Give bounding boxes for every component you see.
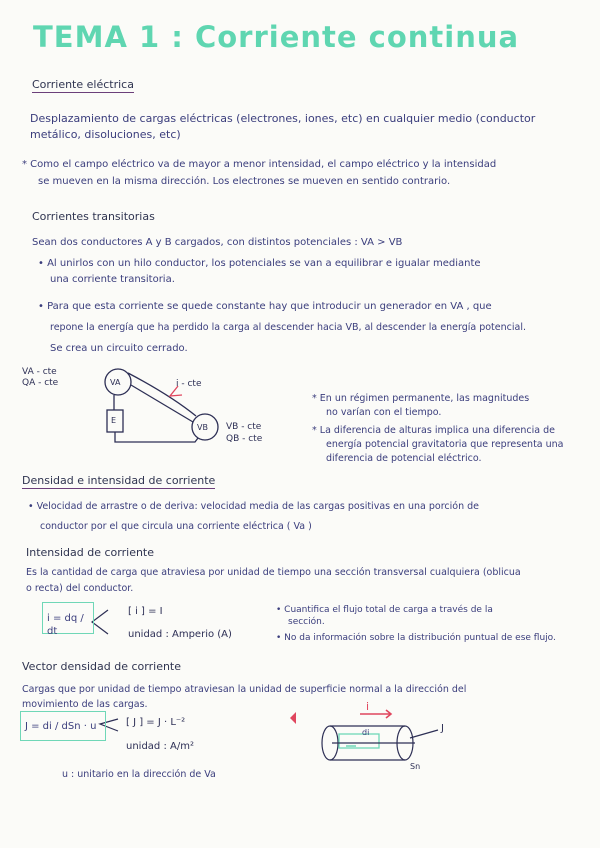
note-line-1: * Como el campo eléctrico va de mayor a menor intensidad, el campo eléctrico y la intensidad	[22, 159, 497, 170]
unit-i: unidad : Amperio (A)	[128, 629, 232, 640]
note-line-2: se mueven en la misma dirección. Los electrones se mueven en sentido contrario.	[38, 176, 451, 187]
side-note-2-2: energía potencial gravitatoria que representa una	[326, 439, 564, 450]
diag-vb-label: VB - cte	[226, 422, 262, 432]
dim-j: [ J ] = J · L⁻²	[126, 717, 186, 728]
note-cuantifica-2: sección.	[288, 617, 325, 627]
heading-corriente-electrica: Corriente eléctrica	[32, 78, 134, 91]
side-note-1-1: * En un régimen permanente, las magnitudes	[312, 393, 530, 404]
diag-current-label: i - cte	[176, 379, 202, 389]
formula-box-i	[42, 602, 94, 637]
intensidad-def-1: Es la cantidad de carga que atraviesa por unidad de tiempo una sección transversal cualquiera (oblicua	[26, 567, 521, 578]
dim-i: [ i ] = I	[128, 606, 163, 617]
heading-densidad: Densidad e intensidad de corriente	[22, 474, 216, 487]
transitorias-b2-1: • Para que esta corriente se quede constante hay que introducir un generador en VA , que	[38, 301, 492, 312]
diag-generator-label: E	[111, 416, 117, 425]
diag-node-a: VA	[110, 378, 121, 387]
side-note-1-2: no varían con el tiempo.	[326, 407, 442, 418]
transitorias-b2-3: Se crea un circuito cerrado.	[50, 343, 188, 354]
transitorias-intro: Sean dos conductores A y B cargados, con distintos potenciales : VA > VB	[32, 237, 403, 248]
def-line-2: metálico, disoluciones, etc)	[30, 128, 181, 141]
transitorias-b2-2: repone la energía que ha perdido la carga al descender hacia VB, al descender la energía potencial.	[50, 322, 526, 333]
side-note-2-3: diferencia de potencial eléctrico.	[326, 453, 482, 464]
cylinder-sn-label: Sn	[410, 762, 421, 771]
diag-node-b: VB	[197, 423, 208, 432]
heading-transitorias: Corrientes transitorias	[32, 210, 155, 223]
cylinder-di-label: di	[362, 728, 370, 737]
transitorias-b1-1: • Al unirlos con un hilo conductor, los potenciales se van a equilibrar e igualar mediante	[38, 258, 481, 269]
unit-j: unidad : A/m²	[126, 741, 194, 752]
cylinder-j-label: J	[441, 723, 444, 734]
note-no-info: • No da información sobre la distribución puntual de ese flujo.	[276, 633, 556, 643]
def-line-1: Desplazamiento de cargas eléctricas (electrones, iones, etc) en cualquier medio (conductor	[30, 112, 536, 125]
unitario-note: u : unitario en la dirección de Va	[62, 769, 216, 780]
diag-qa-label: QA - cte	[22, 378, 59, 388]
sub-vector-densidad: Vector densidad de corriente	[22, 660, 182, 673]
transitorias-b1-2: una corriente transitoria.	[50, 274, 175, 285]
formula-i: i = dq / dt	[47, 613, 84, 637]
diag-qb-label: QB - cte	[226, 434, 263, 444]
vector-def-2: movimiento de las cargas.	[22, 699, 148, 710]
cylinder-current-label: i	[366, 700, 370, 713]
velocidad-line-1: • Velocidad de arrastre o de deriva: velocidad media de las cargas positivas en una porción de	[28, 501, 480, 512]
velocidad-line-2: conductor por el que circula una corriente eléctrica ( Va )	[40, 521, 312, 532]
sub-intensidad: Intensidad de corriente	[26, 546, 155, 559]
page-title: TEMA 1 : Corriente continua	[33, 20, 520, 54]
formula-box-j	[20, 711, 106, 741]
side-note-2-1: * La diferencia de alturas implica una diferencia de	[312, 425, 555, 436]
intensidad-def-2: o recta) del conductor.	[26, 583, 134, 594]
note-cuantifica-1: • Cuantifica el flujo total de carga a través de la	[276, 605, 493, 615]
diag-va-label: VA - cte	[22, 367, 57, 377]
vector-def-1: Cargas que por unidad de tiempo atraviesan la unidad de superficie normal a la dirección del	[22, 684, 467, 695]
formula-j: J = di / dSn · u	[25, 721, 97, 732]
